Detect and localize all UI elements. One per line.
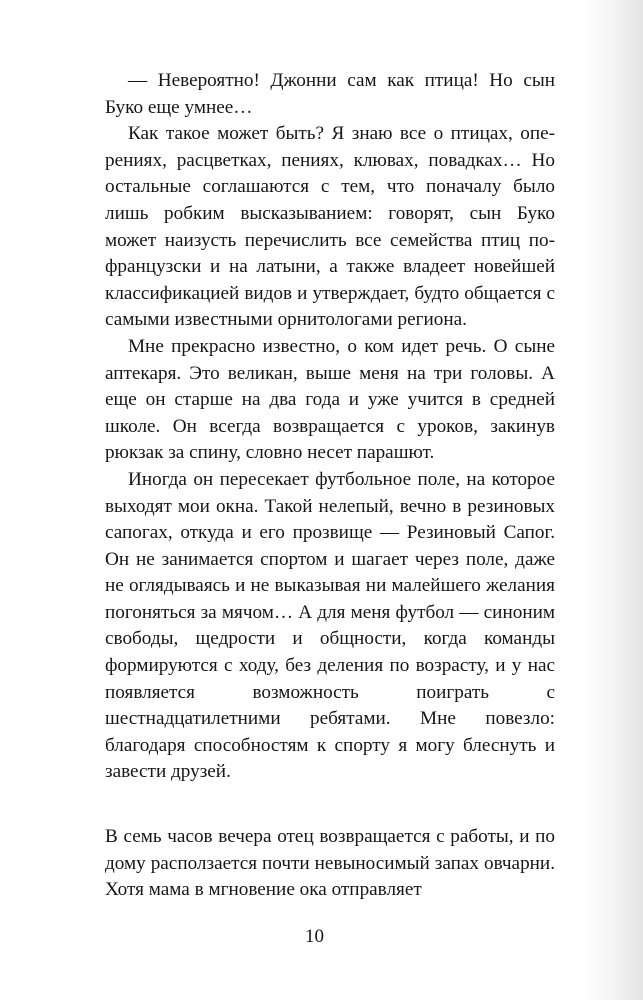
paragraph-1: — Невероятно! Джонни сам как птица! Но сын Буко еще умнее… bbox=[105, 70, 555, 118]
new-section-text bbox=[105, 824, 555, 904]
main-text bbox=[105, 68, 555, 786]
paragraph-2: Как такое может быть? Я знаю все о птицах, оперениях, расцветках, пениях, клювах, повадках… Но остальные соглашаются с тем, что поначалу было лишь робким высказыванием: говорят, сын Буко может наизусть перечислить все семейства птиц по-французски и на латыни, а также владеет новейшей классификацией видов и утверждает, будто общается с самыми известными орнитологами региона. bbox=[105, 123, 555, 331]
paragraph-4: Иногда он пересекает футбольное поле, на которое выходят мои окна. Такой нелепый, вечно в резиновых сапогах, откуда и его прозвище — Резиновый Сапог. Он не занимается спортом и шагает через поле, даже не оглядываясь и не выказывая ни малейшего желания погоняться за мячом… А для меня футбол — синоним свободы, щедрости и общности, когда команды формируются с ходу, без деления по возрасту, и у нас появляется возможность поиграть с шестнадцатилетними ребятами. Мне повезло: благодаря способностям к спорту я могу блеснуть и завести друзей. bbox=[105, 468, 555, 783]
paragraph-3: Мне прекрасно известно, о ком идет речь. О сыне аптекаря. Это великан, выше меня на три головы. А еще он старше на два года и уже учится в средней школе. Он всегда возвращается с уроков, закинув рюкзак за спину, словно несет парашют. bbox=[105, 335, 555, 464]
paragraph-5: В семь часов вечера отец возвращается с работы, и по дому расползается почти невыносимый запах овчарни. Хотя мама в мгновение ока отправляет bbox=[105, 826, 555, 901]
page-edge-shadow bbox=[583, 0, 643, 1000]
page-number: 10 bbox=[305, 926, 324, 947]
